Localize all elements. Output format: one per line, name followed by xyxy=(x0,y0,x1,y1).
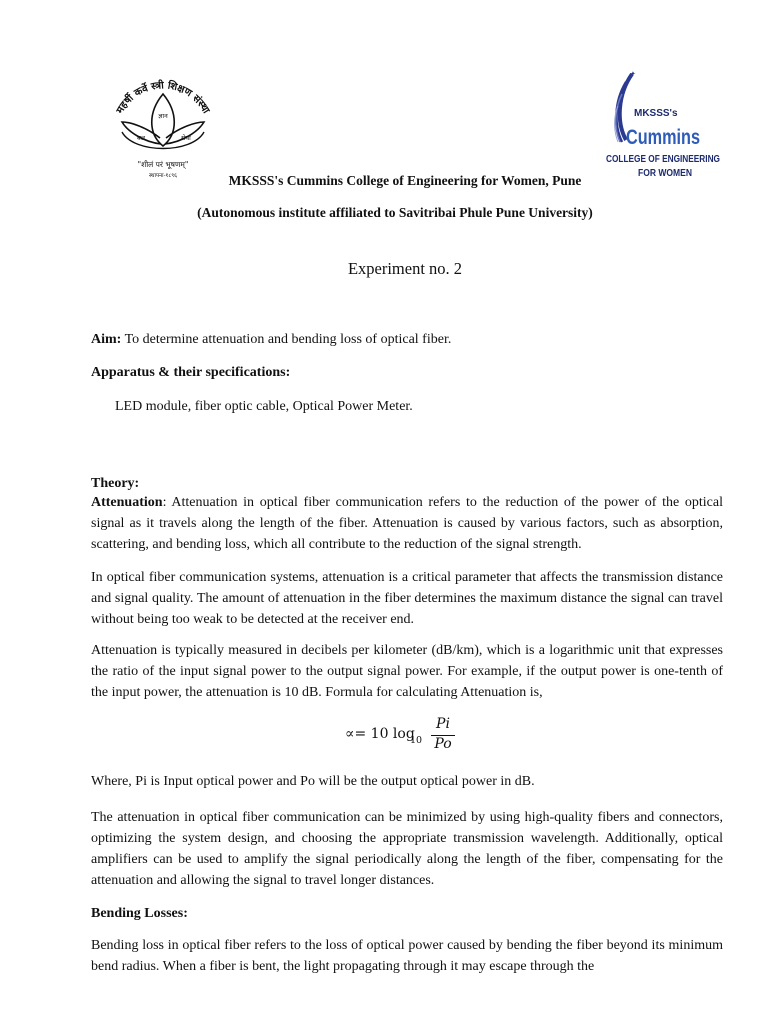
bending-heading: Bending Losses: xyxy=(91,906,188,921)
logo-line1: COLLEGE OF ENGINEERING xyxy=(606,154,721,165)
formula-lhs: ∝= 10 log xyxy=(345,726,415,742)
college-affiliation: (Autonomous institute affiliated to Savitribai Phule Pune University) xyxy=(197,205,593,220)
institute-seal-logo xyxy=(104,72,222,182)
attenuation-label: Attenuation xyxy=(91,495,163,510)
seal-founded: स्थापना-१८९६ xyxy=(149,173,177,179)
logo-name: Cummins xyxy=(626,126,700,149)
theory-paragraph-4: Where, Pi is Input optical power and Po will be the output optical power in dB. xyxy=(91,774,535,789)
seal-petal-left: बल xyxy=(136,134,146,142)
college-name: MKSSS's Cummins College of Engineering for Women, Pune xyxy=(228,173,582,188)
seal-petal-right: सेवा xyxy=(181,134,191,142)
svg-text:✦: ✦ xyxy=(630,70,636,78)
attenuation-formula xyxy=(345,716,475,756)
seal-arc-text: महर्षी कर्वे स्त्री शिक्षण संस्था xyxy=(114,80,212,116)
formula-denominator: Po xyxy=(434,736,452,752)
aim-label: Aim: xyxy=(91,332,122,347)
theory-paragraph-3: Attenuation is typically measured in decibels per kilometer (dB/km), which is a logarithmic unit that expresses the ratio of the input signal power to the output signal power. For example, if the output power is one-tenth of the input power, the attenuation is 10 dB. Formula for calculating Attenuation is, xyxy=(91,643,723,700)
aim-line xyxy=(91,329,723,350)
formula-numerator: Pi xyxy=(436,716,450,732)
apparatus-text: LED module, fiber optic cable, Optical Power Meter. xyxy=(115,399,413,414)
formula-subscript: 10 xyxy=(410,735,423,746)
logo-line2: FOR WOMEN xyxy=(638,168,692,179)
experiment-title: Experiment no. 2 xyxy=(347,259,463,278)
theory-paragraph-5: The attenuation in optical fiber communication can be minimized by using high-quality fibers and connectors, optimizing the system design, and choosing the appropriate transmission wavelength. Additionally, optical amplifiers can be used to amplify the signal periodically along the length of the fiber, compensating for the attenuation and allowing the signal to travel longer distances. xyxy=(91,810,723,888)
seal-petal-top: ज्ञान xyxy=(158,112,168,120)
bending-paragraph-1: Bending loss in optical fiber refers to the loss of optical power caused by bending the fiber beyond its minimum bend radius. When a fiber is bent, the light propagating through it may escape through the xyxy=(91,938,723,974)
theory-paragraph-1 xyxy=(91,492,723,555)
theory-heading: Theory: xyxy=(91,476,140,491)
theory-p1-text: : Attenuation in optical fiber communication refers to the reduction of the power of the optical signal as it travels along the length of the fiber. Attenuation is caused by various factors, such as absorption, scattering, and bending loss, which all contribute to the reduction of the signal strength. xyxy=(91,495,723,552)
logo-org: MKSSS's xyxy=(634,108,678,119)
aim-text: To determine attenuation and bending loss of optical fiber. xyxy=(121,332,452,347)
svg-text:महर्षी कर्वे स्त्री शिक्षण संस xyxy=(114,78,211,116)
apparatus-heading: Apparatus & their specifications: xyxy=(91,365,291,380)
theory-paragraph-2: In optical fiber communication systems, attenuation is a critical parameter that affects the transmission distance and signal quality. The amount of attenuation in the fiber determines the maximum distance the signal can travel without being too weak to be detected at the receiver end. xyxy=(91,570,723,627)
seal-motto: "शीलं परं भूषणम्" xyxy=(137,160,189,169)
cummins-college-logo xyxy=(604,70,724,182)
